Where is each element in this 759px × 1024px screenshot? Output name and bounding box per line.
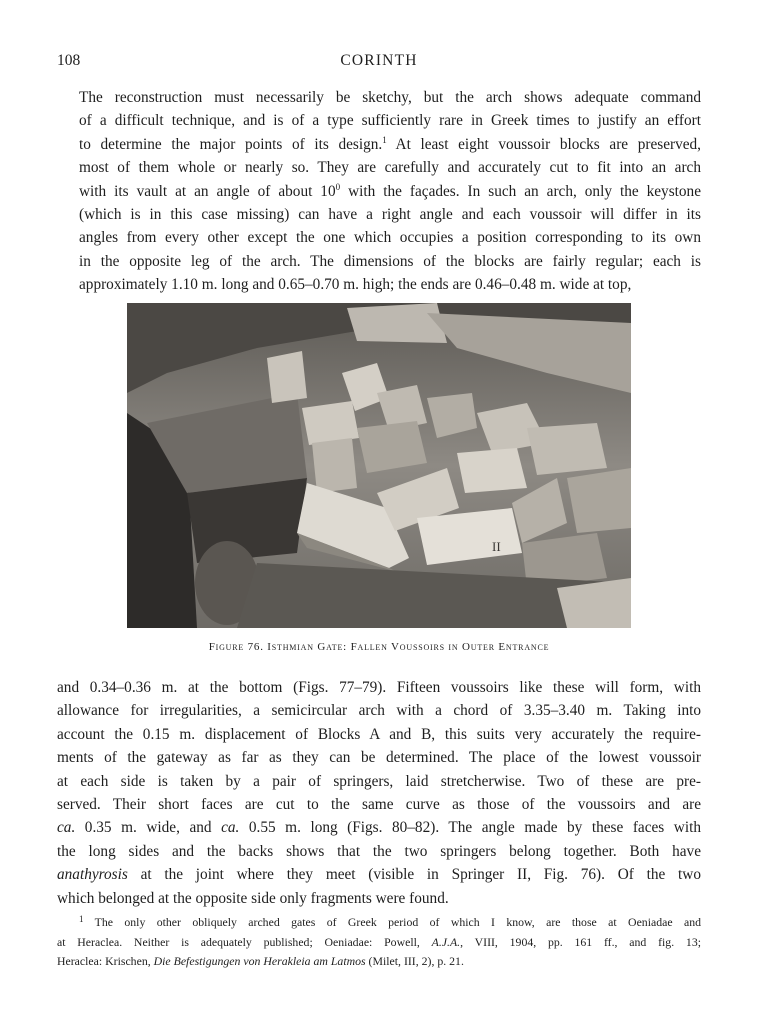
book-title: Die Befestigungen von Herakleia am Latmos (153, 954, 366, 968)
text-segment: (Milet, III, 2), p. 21. (365, 954, 464, 968)
text-line: the long sides and the backs shows that the two springers belong together. Both have (57, 842, 701, 860)
text-line: (which is in this case missing) can have a right angle and each voussoir will differ in its (79, 206, 701, 224)
text-segment: Heraclea: Krischen, (57, 954, 154, 968)
text-line: and 0.34–0.36 m. at the bottom (Figs. 77–79). Fifteen voussoirs like these will form, with (57, 679, 701, 696)
text-line: served. Their short faces are cut to the same curve as those of the voussoirs and are (57, 796, 701, 814)
page-number: 108 (57, 52, 81, 69)
body-paragraph-2 (57, 676, 701, 910)
text-segment: with its vault at an angle of about 10 (79, 182, 336, 200)
figure-caption: Figure 76. Isthmian Gate: Fallen Voussoirs in Outer Entrance (208, 641, 550, 653)
text-line: The reconstruction must necessarily be sketchy, but the arch shows adequate command (79, 89, 701, 106)
text-line (57, 816, 701, 839)
text-segment: at Heraclea. Neither is adequately published; Oeniadae: Powell, (57, 934, 432, 949)
text-segment: The only other obliquely arched gates of Greek period of which I know, are those at Oeniadae and (83, 915, 701, 929)
text-segment: 0.35 m. wide, and (75, 819, 222, 837)
running-title: CORINTH (340, 52, 418, 69)
block-label-springer-ii: II (492, 539, 501, 554)
text-line: approximately 1.10 m. long and 0.65–0.70 m. high; the ends are 0.46–0.48 m. wide at top, (79, 276, 632, 294)
journal-abbreviation: A.J.A. (431, 934, 461, 949)
text-segment: with the façades. In such an arch, only the keystone (340, 182, 701, 200)
text-line (57, 133, 701, 156)
body-paragraph-1 (57, 86, 701, 297)
footnote-line (57, 952, 701, 972)
text-segment: at the joint where they meet (visible in Springer II, Fig. 76). Of the two (127, 866, 701, 884)
text-line: most of them whole or nearly so. They are carefully and accurately cut to fit into an arch (79, 159, 701, 177)
text-line: which belonged at the opposite side only fragments were found. (57, 889, 449, 907)
italic-abbreviation: ca. (221, 819, 240, 837)
italic-term: anathyrosis (57, 866, 128, 884)
text-line: account the 0.15 m. displacement of Blocks A and B, this suits very accurately the require- (57, 725, 701, 743)
footnote-marker: 1 (79, 914, 84, 924)
footnote-reference: 1 (382, 134, 387, 145)
text-line (57, 180, 701, 203)
text-segment: 0.55 m. long (Figs. 80–82). The angle made by these faces with (239, 819, 701, 837)
text-segment: to determine the major points of its design. (79, 135, 383, 153)
degree-mark: 0 (335, 181, 341, 192)
text-line: allowance for irregularities, a semicircular arch with a chord of 3.35–3.40 m. Taking into (57, 702, 701, 720)
text-line (57, 863, 701, 886)
footnote-line (57, 933, 701, 953)
text-line: angles from every other except the one which occupies a position corresponding to its own (79, 229, 701, 247)
footnote (57, 910, 701, 972)
text-line: of a difficult technique, and is of a type sufficiently rare in Greek times to justify an effort (79, 112, 701, 130)
figure-photograph (127, 303, 631, 628)
text-line: ments of the gateway as far as they can be determined. The place of the lowest voussoir (57, 749, 701, 767)
text-segment: , VIII, 1904, pp. 161 ff., and fig. 13; (460, 934, 701, 949)
voussoir-photo-illustration (127, 303, 631, 628)
footnote-line (57, 910, 701, 933)
text-segment: At least eight voussoir blocks are preserved, (386, 135, 701, 153)
text-line: at each side is taken by a pair of springers, laid stretcherwise. Two of these are pre- (57, 772, 701, 790)
text-line: in the opposite leg of the arch. The dimensions of the blocks are fairly regular; each is (79, 252, 701, 270)
italic-abbreviation: ca. (57, 819, 76, 837)
running-head (57, 52, 701, 72)
